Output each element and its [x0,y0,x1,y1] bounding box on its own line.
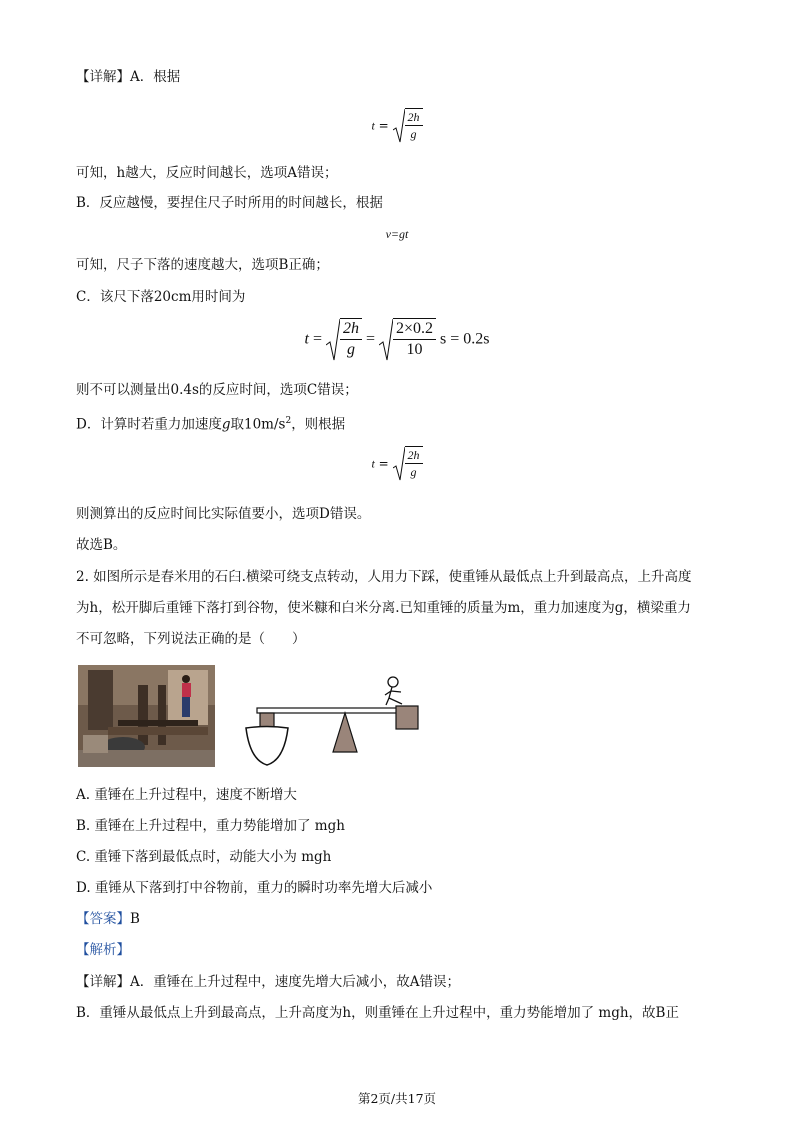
equation-1: t = $\frac{2h}{g}$ [0,108,794,144]
question-2-line-1: 2. 如图所示是春米用的石臼.横梁可绕支点转动，人用力下踩，使重锤从最低点上升到最高点，上升高度 [76,569,692,585]
detail-a-result: 可知，h越大，反应时间越长，选项A错误； [76,165,338,181]
detail-2-a: 【详解】A．重锤在上升过程中，速度先增大后减小，故A错误； [76,974,460,990]
option-a: A. 重锤在上升过程中，速度不断增大 [76,787,297,803]
detail-c-line: C．该尺下落20cm用时间为 [76,289,246,305]
option-c: C. 重锤下落到最低点时，动能大小为 mgh [76,849,332,865]
answer-line [76,909,140,929]
equation-2: v=gt [385,227,409,241]
detail-d-result: 则测算出的反应时间比实际值要小，选项D错误。 [76,506,371,522]
option-a-label: A．根据 [130,69,181,85]
sqrt-symbol: $\frac{2h}{g}$ [326,318,362,362]
page-footer: 第2页/共17页 [357,1091,437,1106]
detail-c-result: 则不可以测量出0.4s的反应时间，选项C错误； [76,382,358,398]
detail-tag: 【详解】 [76,974,130,990]
equation-3: t = $\frac{2h}{g}$ = $\frac{2\times 0.2}{10}$ s = 0.2s [0,318,794,362]
analysis-tag: 【解析】 [76,942,130,958]
question-2-line-2: 为h，松开脚后重锤下落打到谷物，使米糠和白米分离.已知重锤的质量为m，重力加速度为g，横梁重力 [76,600,691,616]
detail-tag: 【详解】 [76,69,130,85]
answer-tag: 【答案】 [76,911,130,927]
sqrt-symbol: $\frac{2h}{g}$ [393,108,423,144]
mortar-diagram [240,670,425,774]
option-b: B. 重锤在上升过程中，重力势能增加了 mgh [76,818,345,834]
detail-b-line: B．反应越慢，要捏住尺子时所用的时间越长，根据 [76,195,383,211]
stone-mortar-photo [78,665,215,767]
detail-line-a [76,67,180,87]
equation-4: t = $\frac{2h}{g}$ [0,446,794,482]
option-d: D. 重锤从下落到打中谷物前，重力的瞬时功率先增大后减小 [76,880,433,896]
analysis-line [76,940,130,960]
question-2-line-3: 不可忽略，下列说法正确的是（ ） [76,631,306,647]
detail-d-line: D．计算时若重力加速度g取$10m/s^2$，则根据 [76,416,346,433]
detail-2-b: B．重锤从最低点上升到最高点，上升高度为h，则重锤在上升过程中，重力势能增加了 mgh，故B正 [76,1005,679,1021]
sqrt-symbol: $\frac{2h}{g}$ [393,446,423,482]
detail-b-result: 可知，尺子下落的速度越大，选项B正确； [76,257,329,273]
sqrt-symbol: $\frac{2\times 0.2}{10}$ [379,318,436,362]
answer-value: B [130,911,140,927]
conclusion: 故选B。 [76,537,127,553]
